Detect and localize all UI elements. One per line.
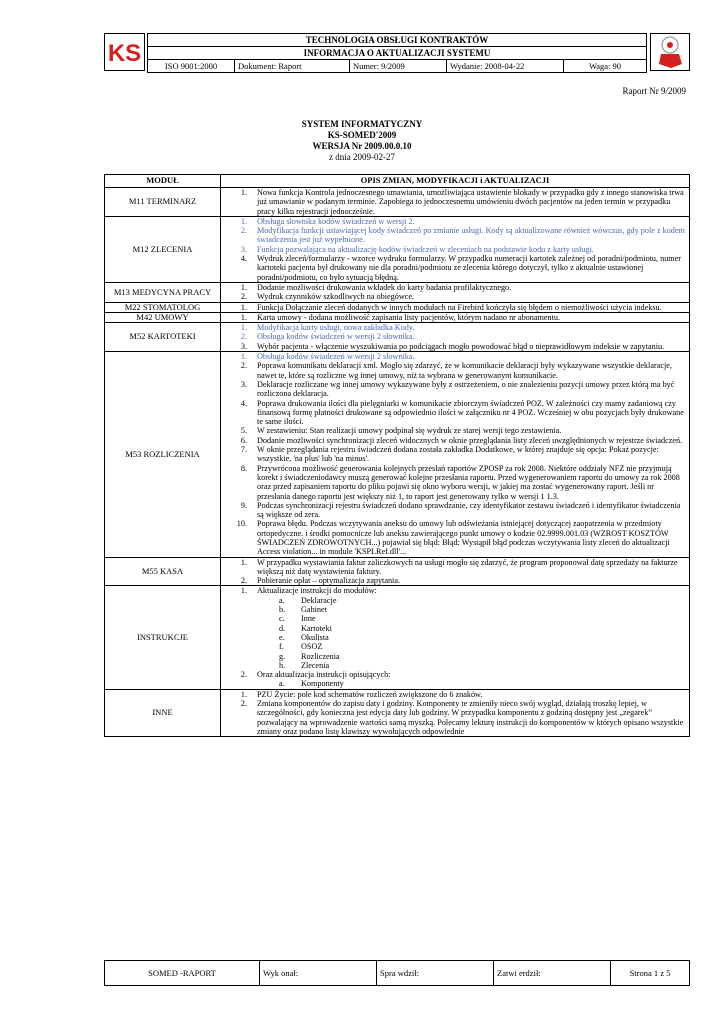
list-item — [221, 245, 689, 254]
list-item — [221, 283, 689, 292]
sub-item — [221, 633, 689, 642]
item-number: 1. — [240, 323, 247, 333]
list-item — [221, 323, 689, 332]
header-wydanie: Wydanie: 2008-04-22 — [447, 60, 564, 73]
item-number: 1. — [240, 352, 247, 362]
table-row — [105, 302, 690, 312]
item-number: 1. — [240, 188, 247, 197]
table-row — [105, 312, 690, 322]
title-line1: SYSTEM INFORMATYCZNY — [301, 119, 423, 129]
item-text: Obsługa kodów świadczeń w wersji 2 słownika. — [257, 332, 415, 342]
list-item — [221, 188, 689, 216]
svg-text:KS: KS — [107, 40, 142, 67]
item-text: Zmiana komponentów do zapisu daty i godziny. Komponenty te zmieniły nieco swój wygląd, działają troszkę lepiej, w szczególności, gdy konieczna jest edycja daty lub godziny. W przypadku komponentu z godziną dostępny jest „zegarek” pozwalający na wprowadzenie wartości samą myszką. Polecamy lekturę instrukcji do komponentów w których opisano wszystkie zmiany oraz podano listę klawiszy wywołujących odpowiednie — [257, 699, 684, 736]
module-name: M53 ROZLICZENIA — [105, 352, 221, 558]
header-title2: INFORMACJA O AKTUALIZACJI SYSTEMU — [148, 47, 647, 60]
sub-item-letter: e. — [279, 632, 285, 642]
item-text: Poprawa błędu. Podczas wczytywania aneksu do umowy lub odświeżania istniejącej dotyczącej zaopatrzenia w przedmioty ortopedyczne. i środki pomocnicze lub aneksu zawierającego punkt umowy o kodzie 02.9999.001.03 (WZROST KOSZTÓW ŚWIADCZEŃ ZDROWOTNYCH...) pojawiał się błąd: Błąd: Wystąpił błąd podczas wczytywania listy zleceń do aktualizacji Access violation... in module 'KSPLRef.dll'... — [257, 519, 670, 557]
sub-item-text: Inne — [301, 614, 316, 624]
module-name: M11 TERMINARZ — [105, 188, 221, 217]
item-text: Wydruk czynników szkodliwych na obiegówce. — [257, 292, 415, 302]
sub-item-text: Komponenty — [301, 679, 344, 689]
item-text: Aktualizacje instrukcji do modułów: — [257, 586, 377, 596]
item-number: 4. — [240, 398, 247, 408]
module-name: INSTRUKCJE — [105, 586, 221, 689]
item-text: W zestawieniu: Stan realizacji umowy podpinał się wydruk ze starej wersji tego zestawienia. — [257, 426, 562, 436]
table-row — [105, 689, 690, 736]
item-text: W przypadku wystawiania faktur zaliczkowych na usługi mogło się zdarzyć, że program proponował datę sprzedaży na fakturze większą niż datę wystawienia faktury. — [257, 557, 678, 576]
title-line2: KS-SOMED'2009 — [327, 130, 397, 140]
item-text: Modyfikacja karty usługi, nowa zakładka Kody. — [257, 323, 415, 333]
list-item — [221, 586, 689, 595]
sub-item-text: Kartoteki — [301, 623, 332, 633]
sub-item-text: Deklaracje — [301, 595, 337, 605]
item-number: 2. — [240, 576, 247, 586]
list-item — [221, 313, 689, 322]
footer-sprawdzil: Spra wdził: — [377, 961, 494, 986]
item-number: 1. — [240, 216, 247, 226]
title-line3: WERSJA Nr 2009.00.0.10 — [312, 141, 412, 151]
sub-item-letter: g. — [279, 651, 286, 661]
sub-item-letter: f. — [279, 642, 284, 652]
item-number: 1. — [240, 689, 247, 699]
list-item — [221, 464, 689, 501]
item-text: Deklaracje rozliczane wg innej umowy wykazywane były z ostrzeżeniem, o nie znalezieniu pozycji umowy przez którą ma być rozliczona deklaracja. — [257, 379, 675, 399]
item-text: Modyfikacja funkcji ustawiającej kody świadczeń po zmianie usługi. Kody są aktualizowane również wówczas, gdy pole z kodem świadczenia jest już wypełnione. — [257, 226, 685, 245]
list-item — [221, 217, 689, 226]
item-number: 8. — [240, 463, 247, 473]
col-module-header: MODUŁ — [105, 175, 221, 188]
module-name: M52 KARTOTEKI — [105, 323, 221, 352]
module-changes — [221, 216, 690, 282]
item-text: Funkcja pozwalająca na aktualizację kodów świadczeń w zleceniach na podstawie kodu z karty usługi. — [257, 244, 594, 254]
certificate-stamp — [650, 33, 690, 71]
list-item — [221, 558, 689, 577]
sub-item — [221, 679, 689, 688]
footer-zatwierdzil: Zatwi erdził: — [494, 961, 611, 986]
sub-item-letter: b. — [279, 605, 286, 615]
header-waga: Waga: 90 — [564, 60, 647, 73]
sub-item-text: OSOZ — [301, 642, 323, 652]
item-text: Oraz aktualizacja instrukcji opisujących: — [257, 670, 391, 680]
item-text: Pobieranie opłat – optymalizacja zapytania. — [257, 576, 400, 586]
sub-item — [221, 642, 689, 651]
document-header — [104, 33, 690, 73]
item-text: Funkcja Dołączanie zleceń dodanych w innych modułach na Firebird kończyła się błędem o niemożliwości użycia indeksu. — [257, 302, 662, 312]
list-item — [221, 670, 689, 679]
table-row — [105, 323, 690, 352]
list-item — [221, 332, 689, 341]
item-text: PZU Życie: pole kod schematów rozliczeń zwiększone do 6 znaków. — [257, 689, 483, 699]
item-number: 2. — [240, 226, 247, 236]
list-item — [221, 426, 689, 435]
report-number: Raport Nr 9/2009 — [622, 86, 686, 96]
list-item — [221, 292, 689, 301]
item-text: Nowa funkcja Kontrola jednoczesnego umawiania, umożliwiająca ustawienie blokady w przypadku gdy z innego stanowiska trwa już umawianie w podanym terminie. Zapobiega to jednoczesnemu umówieniu dwóch pacjentów na jeden termin w przypadku pracy kilku rejestracji jednocześnie. — [257, 188, 684, 216]
module-changes — [221, 302, 690, 312]
sub-item-letter: a. — [279, 595, 285, 605]
sub-item-text: Rozliczenia — [301, 651, 340, 661]
module-changes — [221, 689, 690, 736]
footer-page: Strona 1 z 5 — [611, 961, 690, 986]
module-name: M55 KASA — [105, 557, 221, 586]
module-name: M12 ZLECENIA — [105, 216, 221, 282]
table-row — [105, 282, 690, 302]
list-item — [221, 361, 689, 380]
header-doc: Dokument: Raport — [235, 60, 350, 73]
item-text: Obsługa słownika kodów świadczeń w wersji 2. — [257, 216, 415, 226]
item-text: Poprawa komunikatu deklaracji xml. Mogło się zdarzyć, że w komunikacie deklaracji były wykazywane wszystkie deklaracje, nawet te, które są rozliczne wg innej umowy, niż ta wybrana w generowanym komunikacie. — [257, 361, 672, 380]
list-item — [221, 699, 689, 736]
table-row — [105, 352, 690, 558]
item-number: 1. — [240, 312, 247, 322]
sub-item-text: Gabinet — [301, 605, 327, 615]
item-text: Wydruk zleceń/formularzy - wzorce wydruku formularzy. W przypadku numeracji kartotek zależnej od poradni/podmiotu, numer kartoteki pacjenta był drukowany nie dla poradni/podmiotu ze zlecenia którego dotyczył, tylko z aktualnie ustawionej poradni/podmiotu, co było sytuacją błędną. — [257, 254, 682, 282]
sub-item-letter: c. — [279, 614, 285, 624]
table-row — [105, 586, 690, 689]
module-name: INNE — [105, 689, 221, 736]
module-changes — [221, 188, 690, 217]
list-item — [221, 436, 689, 445]
module-changes — [221, 557, 690, 586]
item-text: W oknie przeglądania rejestru świadczeń dodana została zakładka Dodatkowe, w której znajduje się opcja: Pokaż pozycje: wszystkie, 'na plus' lub 'na minus'. — [257, 445, 659, 464]
document-footer — [104, 960, 690, 986]
header-title1: TECHNOLOGIA OBSŁUGI KONTRAKTÓW — [148, 34, 647, 47]
table-row — [105, 216, 690, 282]
item-number: 2. — [240, 292, 247, 302]
item-number: 4. — [240, 254, 247, 264]
list-item — [221, 352, 689, 361]
item-text: Wybór pacjenta - włączenie wyszukiwania po podciągach mogło powodować błąd o nieprawidłowym indeksie w zapytaniu. — [257, 341, 665, 351]
module-name: M13 MEDYCYNA PRACY — [105, 282, 221, 302]
item-number: 1. — [240, 282, 247, 292]
sub-item — [221, 605, 689, 614]
item-number: 10. — [236, 519, 247, 529]
col-description-header: OPIS ZMIAN, MODYFIKACJI i AKTUALIZACJI — [221, 175, 690, 188]
item-number: 1. — [240, 302, 247, 312]
list-item — [221, 501, 689, 520]
list-item — [221, 342, 689, 351]
sub-item-text: Okulista — [301, 632, 329, 642]
sub-item-letter: h. — [279, 660, 286, 670]
item-text: Dodanie możliwości synchronizacji zleceń widocznych w oknie przeglądania listy zleceń uwzględnionych w rejestrze świadczeń. — [257, 435, 683, 445]
module-name: M22 STOMATOLOG — [105, 302, 221, 312]
item-number: 3. — [240, 341, 247, 351]
item-text: Karta umowy - dodana możliwość zapisania listy pacjentów, którym nadano nr abonamentu. — [257, 312, 561, 322]
module-changes — [221, 282, 690, 302]
item-number: 3. — [240, 244, 247, 254]
list-item — [221, 303, 689, 312]
list-item — [221, 380, 689, 399]
sub-item-letter: d. — [279, 623, 286, 633]
title-line4: z dnia 2009-02-27 — [329, 152, 395, 162]
module-changes — [221, 312, 690, 322]
item-text: Obsługa kodów świadczeń w wersji 2 słownika. — [257, 352, 415, 362]
item-number: 2. — [240, 361, 247, 371]
module-changes — [221, 323, 690, 352]
item-number: 1. — [240, 586, 247, 596]
item-number: 2. — [240, 670, 247, 680]
list-item — [221, 690, 689, 699]
list-item — [221, 445, 689, 464]
sub-item-text: Zlecenia — [301, 660, 330, 670]
list-item — [221, 226, 689, 245]
sub-item — [221, 652, 689, 661]
table-row — [105, 188, 690, 217]
list-item — [221, 576, 689, 585]
list-item — [221, 254, 689, 282]
footer-left: SOMED -RAPORT — [105, 961, 260, 986]
sub-item-letter: a. — [279, 679, 285, 689]
item-number: 3. — [240, 379, 247, 389]
item-number: 5. — [240, 426, 247, 436]
module-changes — [221, 352, 690, 558]
module-name: M42 UMOWY — [105, 312, 221, 322]
sub-item — [221, 661, 689, 670]
item-text: Poprawa drukowania ilości dla pielęgniarki w komunikacie zbiorczym świadczeń POZ. W zależności czy mamy zadaniową czy finansową formę płatności drukowane są odpowiednio ilości w załączniku nr 4 POZ. Wcześniej w obu pozycjach były drukowane te same ilości. — [257, 398, 684, 427]
item-text: Dodanie możliwości drukowania wkładek do karty badania profilaktycznego. — [257, 282, 512, 292]
table-row — [105, 557, 690, 586]
item-text: Przywrócona możliwość generowania kolejnych przesłań raportów ZPOSP za rok 2008. Niektóre oddziały NFZ nie przyjmują korekt i świadczeniodawcy muszą generować kolejne przesłania raportu. Przed wygenerowaniem raportu do umowy za rok 2008 oraz przed zapisaniem raportu do pliku pojawi się okno wyboru wersji, w jakiej ma zostać wygenerowany raport. Jeśli nr przesłania danego raportu jest większy niż 1, to raport jest generowany tylko w wersji 1 1.3. — [257, 463, 680, 501]
list-item — [221, 399, 689, 427]
item-number: 2. — [240, 699, 247, 709]
footer-wykonal: Wyk onał: — [260, 961, 377, 986]
changes-table — [104, 174, 690, 737]
sub-item — [221, 596, 689, 605]
module-changes — [221, 586, 690, 689]
document-title — [0, 119, 724, 163]
sub-item — [221, 614, 689, 623]
header-iso: ISO 9001:2000 — [148, 60, 235, 73]
item-number: 9. — [240, 500, 247, 510]
item-number: 2. — [240, 332, 247, 342]
header-num: Numer: 9/2009 — [350, 60, 447, 73]
list-item — [221, 519, 689, 556]
item-number: 6. — [240, 435, 247, 445]
sub-item — [221, 624, 689, 633]
item-number: 1. — [240, 557, 247, 567]
item-text: Podczas synchronizacji rejestru świadczeń dodano sprawdzanie, czy identyfikator zestawu świadczeń i identyfikator świadczenia są większe od zera. — [257, 500, 681, 520]
item-number: 7. — [240, 445, 247, 455]
